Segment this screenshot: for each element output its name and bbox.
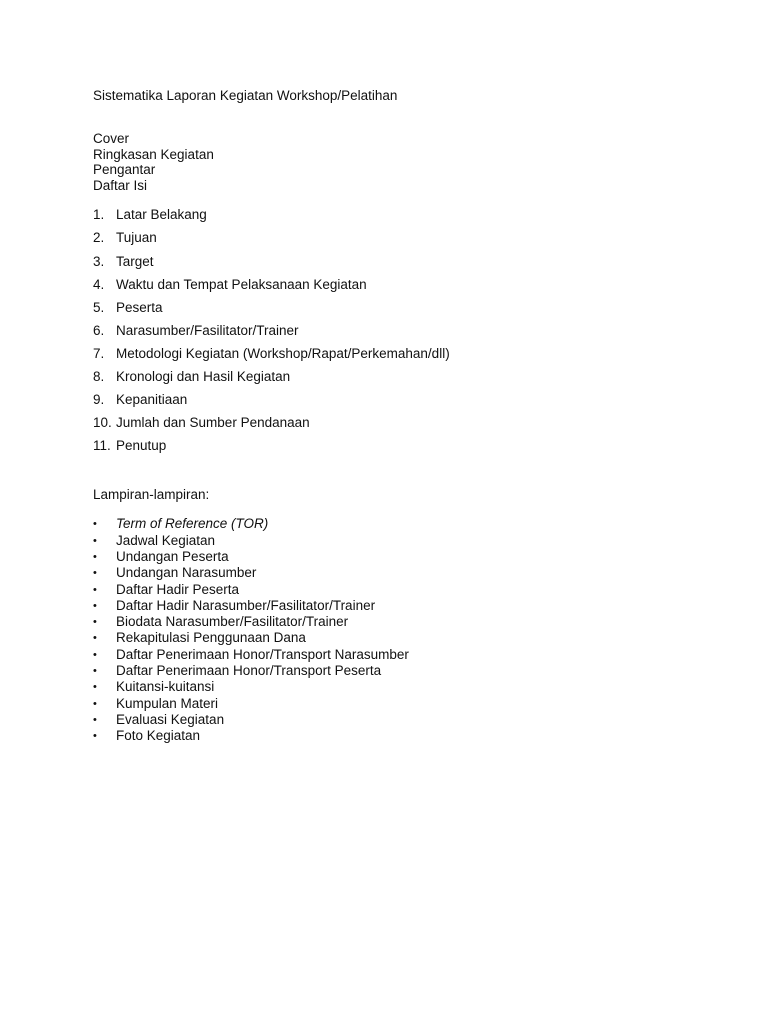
attachment-label: Daftar Penerimaan Honor/Transport Peserta [116,663,382,679]
bullet-icon: • [93,518,97,531]
chapter-item [93,254,693,277]
attachment-item [93,630,693,646]
front-matter-item: Pengantar [93,162,156,178]
bullet-icon: • [93,599,97,612]
chapter-number: 10. [93,415,112,431]
chapter-item [93,392,693,415]
attachment-label: Daftar Hadir Narasumber/Fasilitator/Trainer [116,597,376,613]
chapter-label: Waktu dan Tempat Pelaksanaan Kegiatan [116,276,367,292]
chapter-number: 3. [93,253,105,269]
bullet-icon: • [93,616,97,629]
chapter-label: Kepanitiaan [116,392,188,408]
attachment-item [93,614,693,630]
chapter-item [93,300,693,323]
chapter-label: Metodologi Kegiatan (Workshop/Rapat/Perkemahan/dll) [116,345,450,361]
chapter-label: Peserta [116,299,163,315]
attachment-label: Daftar Hadir Peserta [116,581,240,597]
bullet-icon: • [93,567,97,580]
chapter-number: 9. [93,392,105,408]
chapter-item [93,415,693,438]
chapter-number: 1. [93,207,105,223]
attachment-item [93,516,693,532]
chapter-label: Target [116,253,154,269]
chapter-number: 6. [93,322,105,338]
attachment-label: Evaluasi Kegiatan [116,711,225,727]
bullet-icon: • [93,632,97,645]
front-matter-item: Ringkasan Kegiatan [93,146,214,162]
chapter-item [93,277,693,300]
attachment-item [93,565,693,581]
bullet-icon: • [93,681,97,694]
attachment-label: Jadwal Kegiatan [116,532,216,548]
chapter-number: 2. [93,230,105,246]
attachment-label: Kumpulan Materi [116,695,219,711]
chapter-number: 4. [93,276,105,292]
chapter-label: Narasumber/Fasilitator/Trainer [116,322,299,338]
chapter-label: Tujuan [116,230,157,246]
bullet-icon: • [93,648,97,661]
chapter-item [93,346,693,369]
attachment-item [93,549,693,565]
bullet-icon: • [93,583,97,596]
chapter-item [93,438,693,461]
chapter-label: Latar Belakang [116,207,207,223]
chapter-label: Jumlah dan Sumber Pendanaan [116,415,310,431]
attachment-item [93,598,693,614]
chapter-list [93,207,693,461]
chapter-item [93,369,693,392]
attachment-label: Biodata Narasumber/Fasilitator/Trainer [116,614,349,630]
attachment-item [93,728,693,744]
chapter-label: Kronologi dan Hasil Kegiatan [116,369,291,385]
attachment-item [93,696,693,712]
attachment-item [93,712,693,728]
attachment-item [93,663,693,679]
attachment-item [93,647,693,663]
chapter-number: 8. [93,369,105,385]
chapter-number: 5. [93,299,105,315]
attachments-list [93,516,693,744]
document-body [93,87,693,745]
bullet-icon: • [93,713,97,726]
front-matter-item: Daftar Isi [93,177,148,193]
chapter-item [93,323,693,346]
attachments-heading: Lampiran-lampiran: [93,487,210,503]
chapter-number: 7. [93,345,105,361]
bullet-icon: • [93,730,97,743]
attachment-label: Kuitansi-kuitansi [116,679,215,695]
chapter-item [93,207,693,230]
front-matter-item: Cover [93,131,130,146]
bullet-icon: • [93,697,97,710]
attachment-label: Rekapitulasi Penggunaan Dana [116,630,306,646]
bullet-icon: • [93,551,97,563]
attachment-item [93,533,693,549]
attachment-label: Term of Reference (TOR) [116,516,269,532]
document-title: Sistematika Laporan Kegiatan Workshop/Pelatihan [93,88,398,103]
bullet-icon: • [93,534,97,547]
chapter-number: 11. [93,438,111,454]
front-matter-list [93,131,693,193]
attachment-item [93,679,693,695]
attachment-label: Foto Kegiatan [116,728,201,744]
attachment-label: Undangan Narasumber [116,565,257,581]
attachment-label: Undangan Peserta [116,549,229,564]
chapter-label: Penutup [116,438,167,454]
attachment-label: Daftar Penerimaan Honor/Transport Narasumber [116,646,409,662]
chapter-item [93,230,693,253]
bullet-icon: • [93,665,97,678]
attachment-item [93,582,693,598]
